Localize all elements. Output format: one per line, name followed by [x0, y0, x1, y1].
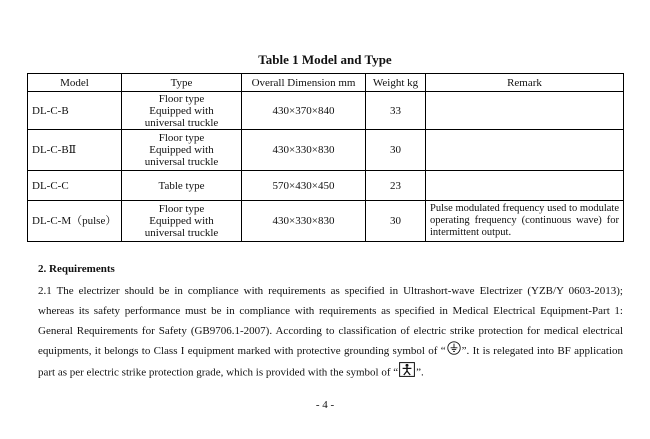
header-remark: Remark: [426, 74, 624, 92]
page-number: - 4 -: [315, 399, 335, 411]
cell-type: [122, 130, 242, 171]
cell-type: [122, 201, 242, 242]
header-weight: Weight kg: [366, 74, 426, 92]
paragraph-text: 2.1 The electrizer should be in compliance with requirements as specified in Ultrashort-wave Electrizer (YZB/Y 0603-2013); whereas its safety performance must be in compliance with requirements as specified in Medical Electrical Equipment-Part 1: General Requirements for Safety (GB9706.1-2007). According to classification of electric strike protection for medical electrical equipments, it belongs to Class I equipment marked with protective grounding symbol of “: [38, 285, 623, 358]
type-line: Floor type: [158, 132, 205, 144]
type-line: Floor type: [158, 203, 205, 215]
type-line: universal truckle: [144, 227, 219, 239]
header-type: Type: [122, 74, 242, 92]
requirements-paragraph: [38, 281, 623, 384]
model-type-table: [27, 73, 624, 242]
cell-weight: 30: [366, 130, 426, 171]
type-line: universal truckle: [144, 116, 219, 129]
cell-remark: Pulse modulated frequency used to modulate operating frequency (continuous wave) for intermittent output.: [426, 201, 624, 242]
cell-model: DL-C-M（pulse）: [28, 201, 122, 242]
cell-remark: [426, 171, 624, 201]
cell-model: DL-C-C: [28, 171, 122, 201]
cell-weight: 30: [366, 201, 426, 242]
type-line: Equipped with: [149, 215, 214, 227]
cell-dimension: 570×430×450: [242, 171, 366, 201]
bf-applied-part-icon: [399, 362, 415, 384]
table-title: Table 1 Model and Type: [258, 52, 392, 67]
cell-weight: 33: [366, 92, 426, 130]
table-row: [28, 92, 624, 130]
header-model: Model: [28, 74, 122, 92]
cell-dimension: 430×330×830: [242, 201, 366, 242]
table-header-row: [28, 74, 624, 92]
header-dimension: Overall Dimension mm: [242, 74, 366, 92]
table-row: [28, 171, 624, 201]
paragraph-text: ”.: [416, 366, 424, 379]
cell-remark: [426, 92, 624, 130]
cell-model: DL-C-BⅡ: [28, 130, 122, 171]
cell-remark: [426, 130, 624, 171]
type-line: Floor type: [158, 92, 205, 105]
cell-dimension: 430×330×830: [242, 130, 366, 171]
type-line: Equipped with: [149, 144, 214, 156]
cell-type: [122, 171, 242, 201]
type-line: universal truckle: [144, 156, 219, 168]
cell-type: [122, 92, 242, 130]
type-line: Table type: [158, 179, 205, 192]
paragraph-text: ”. It is relegated into BF application part as per electric strike protection grade, which is provided with the symbol of “: [38, 345, 623, 379]
cell-model: DL-C-B: [28, 92, 122, 130]
table-row: [28, 201, 624, 242]
cell-dimension: 430×370×840: [242, 92, 366, 130]
table-row: [28, 130, 624, 171]
cell-weight: 23: [366, 171, 426, 201]
protective-earth-icon: [447, 341, 461, 362]
section-heading-requirements: 2. Requirements: [38, 263, 115, 275]
type-line: Equipped with: [149, 104, 214, 117]
